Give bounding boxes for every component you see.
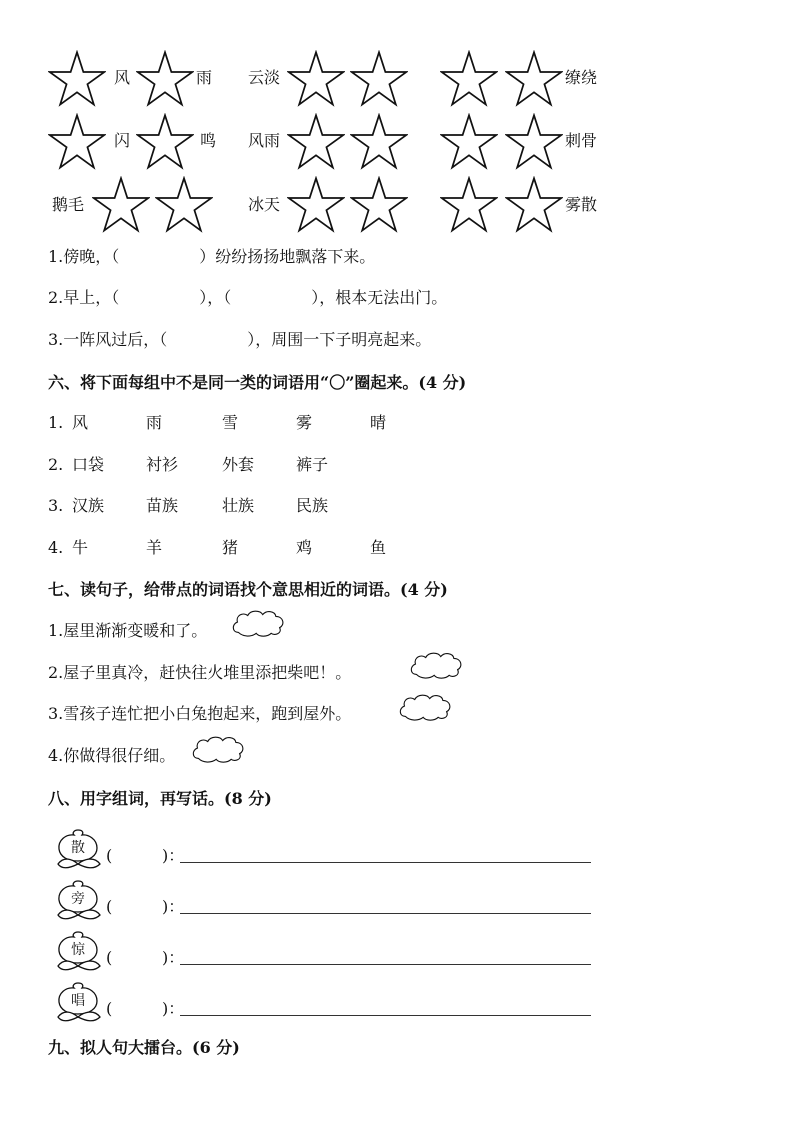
word[interactable]: 苗族 bbox=[146, 496, 179, 515]
paren-open: ( bbox=[106, 846, 113, 865]
star-blank[interactable] bbox=[350, 50, 408, 108]
star-text: 闪 bbox=[114, 131, 131, 150]
word[interactable]: 鱼 bbox=[370, 538, 387, 557]
star-blank[interactable] bbox=[287, 176, 345, 234]
star-blank[interactable] bbox=[440, 176, 498, 234]
answer-cloud[interactable] bbox=[230, 608, 288, 638]
star-text: 风 bbox=[114, 68, 131, 87]
star-text: 雨 bbox=[196, 68, 213, 87]
word[interactable]: 壮族 bbox=[222, 496, 255, 515]
star-text: 冰天 bbox=[248, 195, 281, 214]
synonym-question-4: 4.你做得很仔细。 bbox=[48, 746, 176, 765]
paren-close: )： bbox=[162, 999, 185, 1018]
row-number: 2. bbox=[48, 455, 64, 474]
star-blank[interactable] bbox=[155, 176, 213, 234]
row-number: 1. bbox=[48, 413, 64, 432]
writing-line[interactable] bbox=[180, 964, 591, 965]
word[interactable]: 风 bbox=[72, 413, 89, 432]
star-blank[interactable] bbox=[48, 113, 106, 171]
star-blank[interactable] bbox=[287, 113, 345, 171]
star-text: 鸣 bbox=[200, 131, 217, 150]
paren-open: ( bbox=[106, 999, 113, 1018]
peach-char-box bbox=[52, 928, 108, 976]
star-text: 雾散 bbox=[565, 195, 598, 214]
paren-open: ( bbox=[106, 897, 113, 916]
section-7-title: 七、读句子，给带点的词语找个意思相近的词语。(4 分) bbox=[48, 580, 448, 599]
character: 惊 bbox=[71, 942, 85, 958]
answer-cloud[interactable] bbox=[190, 734, 248, 764]
peach-char-box bbox=[52, 979, 108, 1027]
section-9-title: 九、拟人句大擂台。(6 分) bbox=[48, 1038, 240, 1057]
character: 旁 bbox=[71, 891, 85, 907]
character: 唱 bbox=[71, 993, 85, 1009]
star-blank[interactable] bbox=[136, 113, 194, 171]
character: 散 bbox=[71, 840, 85, 856]
answer-cloud[interactable] bbox=[397, 692, 455, 722]
sentence-1: 1.傍晚，（ ）纷纷扬扬地飘落下来。 bbox=[48, 247, 376, 266]
word[interactable]: 牛 bbox=[72, 538, 89, 557]
star-blank[interactable] bbox=[440, 50, 498, 108]
writing-line[interactable] bbox=[180, 1015, 591, 1016]
sentence-2: 2.早上，（ ），（ ），根本无法出门。 bbox=[48, 288, 448, 307]
star-blank[interactable] bbox=[350, 176, 408, 234]
paren-open: ( bbox=[106, 948, 113, 967]
star-blank[interactable] bbox=[92, 176, 150, 234]
star-blank[interactable] bbox=[136, 50, 194, 108]
word[interactable]: 雾 bbox=[296, 413, 313, 432]
star-text: 云淡 bbox=[248, 68, 281, 87]
word[interactable]: 雨 bbox=[146, 413, 163, 432]
paren-close: )： bbox=[162, 846, 185, 865]
star-text: 缭绕 bbox=[565, 68, 598, 87]
star-text: 鹅毛 bbox=[52, 195, 85, 214]
star-blank[interactable] bbox=[505, 50, 563, 108]
writing-line[interactable] bbox=[180, 862, 591, 863]
answer-cloud[interactable] bbox=[408, 650, 466, 680]
star-blank[interactable] bbox=[48, 50, 106, 108]
word[interactable]: 外套 bbox=[222, 455, 255, 474]
peach-char-box bbox=[52, 877, 108, 925]
paren-close: )： bbox=[162, 948, 185, 967]
section-8-title: 八、用字组词，再写话。(8 分) bbox=[48, 789, 272, 808]
writing-line[interactable] bbox=[180, 913, 591, 914]
synonym-question-1: 1.屋里渐渐变暖和了。 bbox=[48, 621, 208, 640]
sentence-3: 3.一阵风过后，（ ），周围一下子明亮起来。 bbox=[48, 330, 432, 349]
star-blank[interactable] bbox=[350, 113, 408, 171]
row-number: 3. bbox=[48, 496, 64, 515]
paren-close: )： bbox=[162, 897, 185, 916]
synonym-question-2: 2.屋子里真冷，赶快往火堆里添把柴吧！。 bbox=[48, 663, 352, 682]
word[interactable]: 民族 bbox=[296, 496, 329, 515]
synonym-question-3: 3.雪孩子连忙把小白兔抱起来，跑到屋外。 bbox=[48, 704, 352, 723]
word[interactable]: 鸡 bbox=[296, 538, 313, 557]
word[interactable]: 羊 bbox=[146, 538, 163, 557]
star-text: 刺骨 bbox=[565, 131, 598, 150]
peach-char-box bbox=[52, 826, 108, 874]
star-blank[interactable] bbox=[505, 113, 563, 171]
word[interactable]: 口袋 bbox=[72, 455, 105, 474]
star-blank[interactable] bbox=[505, 176, 563, 234]
word[interactable]: 雪 bbox=[222, 413, 239, 432]
word[interactable]: 晴 bbox=[370, 413, 387, 432]
star-text: 风雨 bbox=[248, 131, 281, 150]
star-blank[interactable] bbox=[287, 50, 345, 108]
word[interactable]: 猪 bbox=[222, 538, 239, 557]
row-number: 4. bbox=[48, 538, 64, 557]
word[interactable]: 裤子 bbox=[296, 455, 329, 474]
word[interactable]: 汉族 bbox=[72, 496, 105, 515]
section-6-title: 六、将下面每组中不是同一类的词语用“〇”圈起来。(4 分) bbox=[48, 373, 467, 392]
star-blank[interactable] bbox=[440, 113, 498, 171]
word[interactable]: 衬衫 bbox=[146, 455, 179, 474]
